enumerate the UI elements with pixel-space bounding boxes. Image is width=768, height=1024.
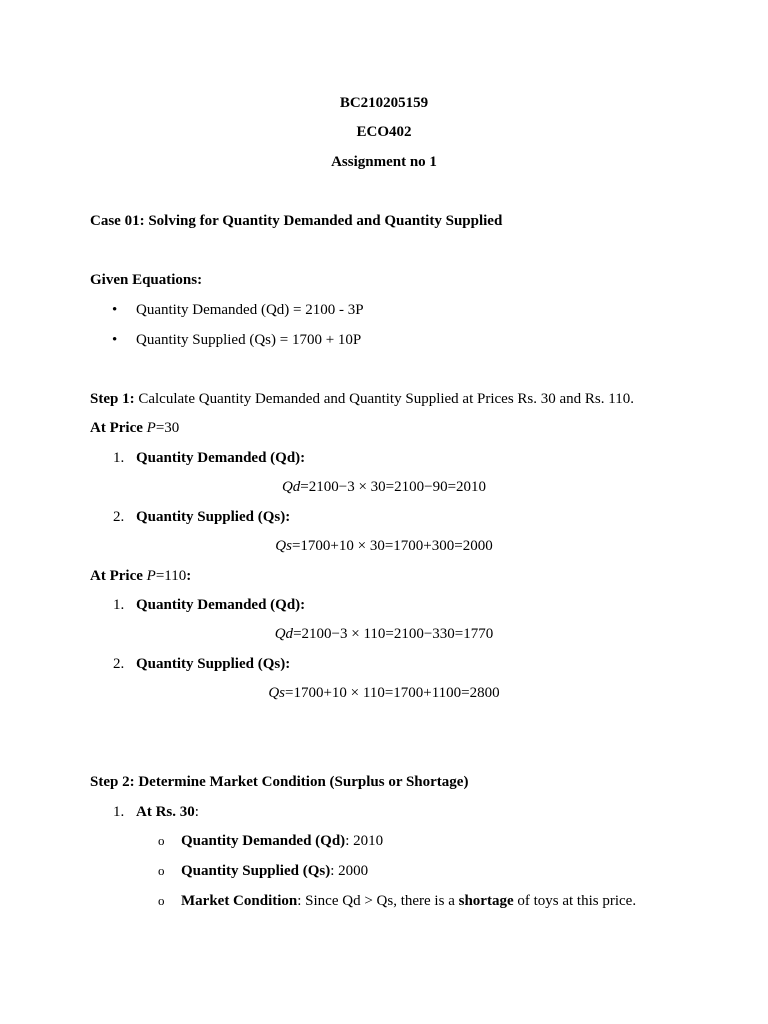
step1-text: Calculate Quantity Demanded and Quantity Supplied at Prices Rs. 30 and Rs. 110. xyxy=(134,391,634,407)
circle-bullet-icon: o xyxy=(158,833,165,848)
equation-qd-30: Qd=2100−3 × 30=2100−90=2010 xyxy=(281,479,487,495)
step2-heading: Step 2: Determine Market Condition (Surplus or Shortage) xyxy=(90,774,469,790)
assignment-title: Assignment no 1 xyxy=(331,154,437,170)
bullet-icon: • xyxy=(112,332,118,348)
circle-bullet-icon: o xyxy=(158,863,165,878)
given-heading: Given Equations: xyxy=(90,272,203,288)
price30-heading: At Price P=30 xyxy=(90,420,180,436)
case-title: Case 01: Solving for Quantity Demanded and Quantity Supplied xyxy=(90,213,503,229)
circle-bullet-icon: o xyxy=(158,893,165,908)
bullet-icon: • xyxy=(112,302,118,318)
equation-qd-110: Qd=2100−3 × 110=2100−330=1770 xyxy=(274,626,494,642)
equation-qs-110: Qs=1700+10 × 110=1700+1100=2800 xyxy=(268,685,500,701)
given-item-text: Quantity Demanded (Qd) = 2100 - 3P xyxy=(136,302,364,318)
step2-item-label: At Rs. 30 xyxy=(136,804,195,820)
document-page: BC210205159 ECO402 Assignment no 1 Case 01: Solving for Quantity Demanded and Quantity Supplied Given Equations: • Quantity Demanded (Qd) = 2100 - 3P • Quantity Supplied (Qs) = 1700 + 10P Step 1: Calculate Quantity Demanded and Quantity Supplied at Prices Rs. 30 and Rs. 110. At Price P=30 1. Quantity Demanded (Qd): Qd=2100−3 × 30=2100−90=2010 2. Quantity Supplied (Qs): Qs=1700+10 × 30=1700+300=2000 At Price P=110: 1. Quantity Demanded (Qd): Qd=2100−3 × 110=2100−330=1770 2. Quantity Supplied (Qs): Qs=1700+10 × 110=1700+1100=2800 Step 2: Determine Market Condition (Surplus or Shortage) 1. At Rs. 30: o Quantity Demanded (Qd): 2010 o Quantity Supplied (Qs): 2000 o Market Condition: Since Qd > Qs, there is a shortage of toys at this price. xyxy=(0,0,768,1024)
student-id: BC210205159 xyxy=(339,95,429,111)
step1-line xyxy=(90,390,634,408)
equation-qs-30: Qs=1700+10 × 30=1700+300=2000 xyxy=(275,538,493,554)
given-item-text: Quantity Supplied (Qs) = 1700 + 10P xyxy=(136,332,362,348)
step1-label: Step 1: xyxy=(90,391,135,407)
course-code: ECO402 xyxy=(356,124,412,140)
price110-heading: At Price P=110: xyxy=(90,568,192,584)
